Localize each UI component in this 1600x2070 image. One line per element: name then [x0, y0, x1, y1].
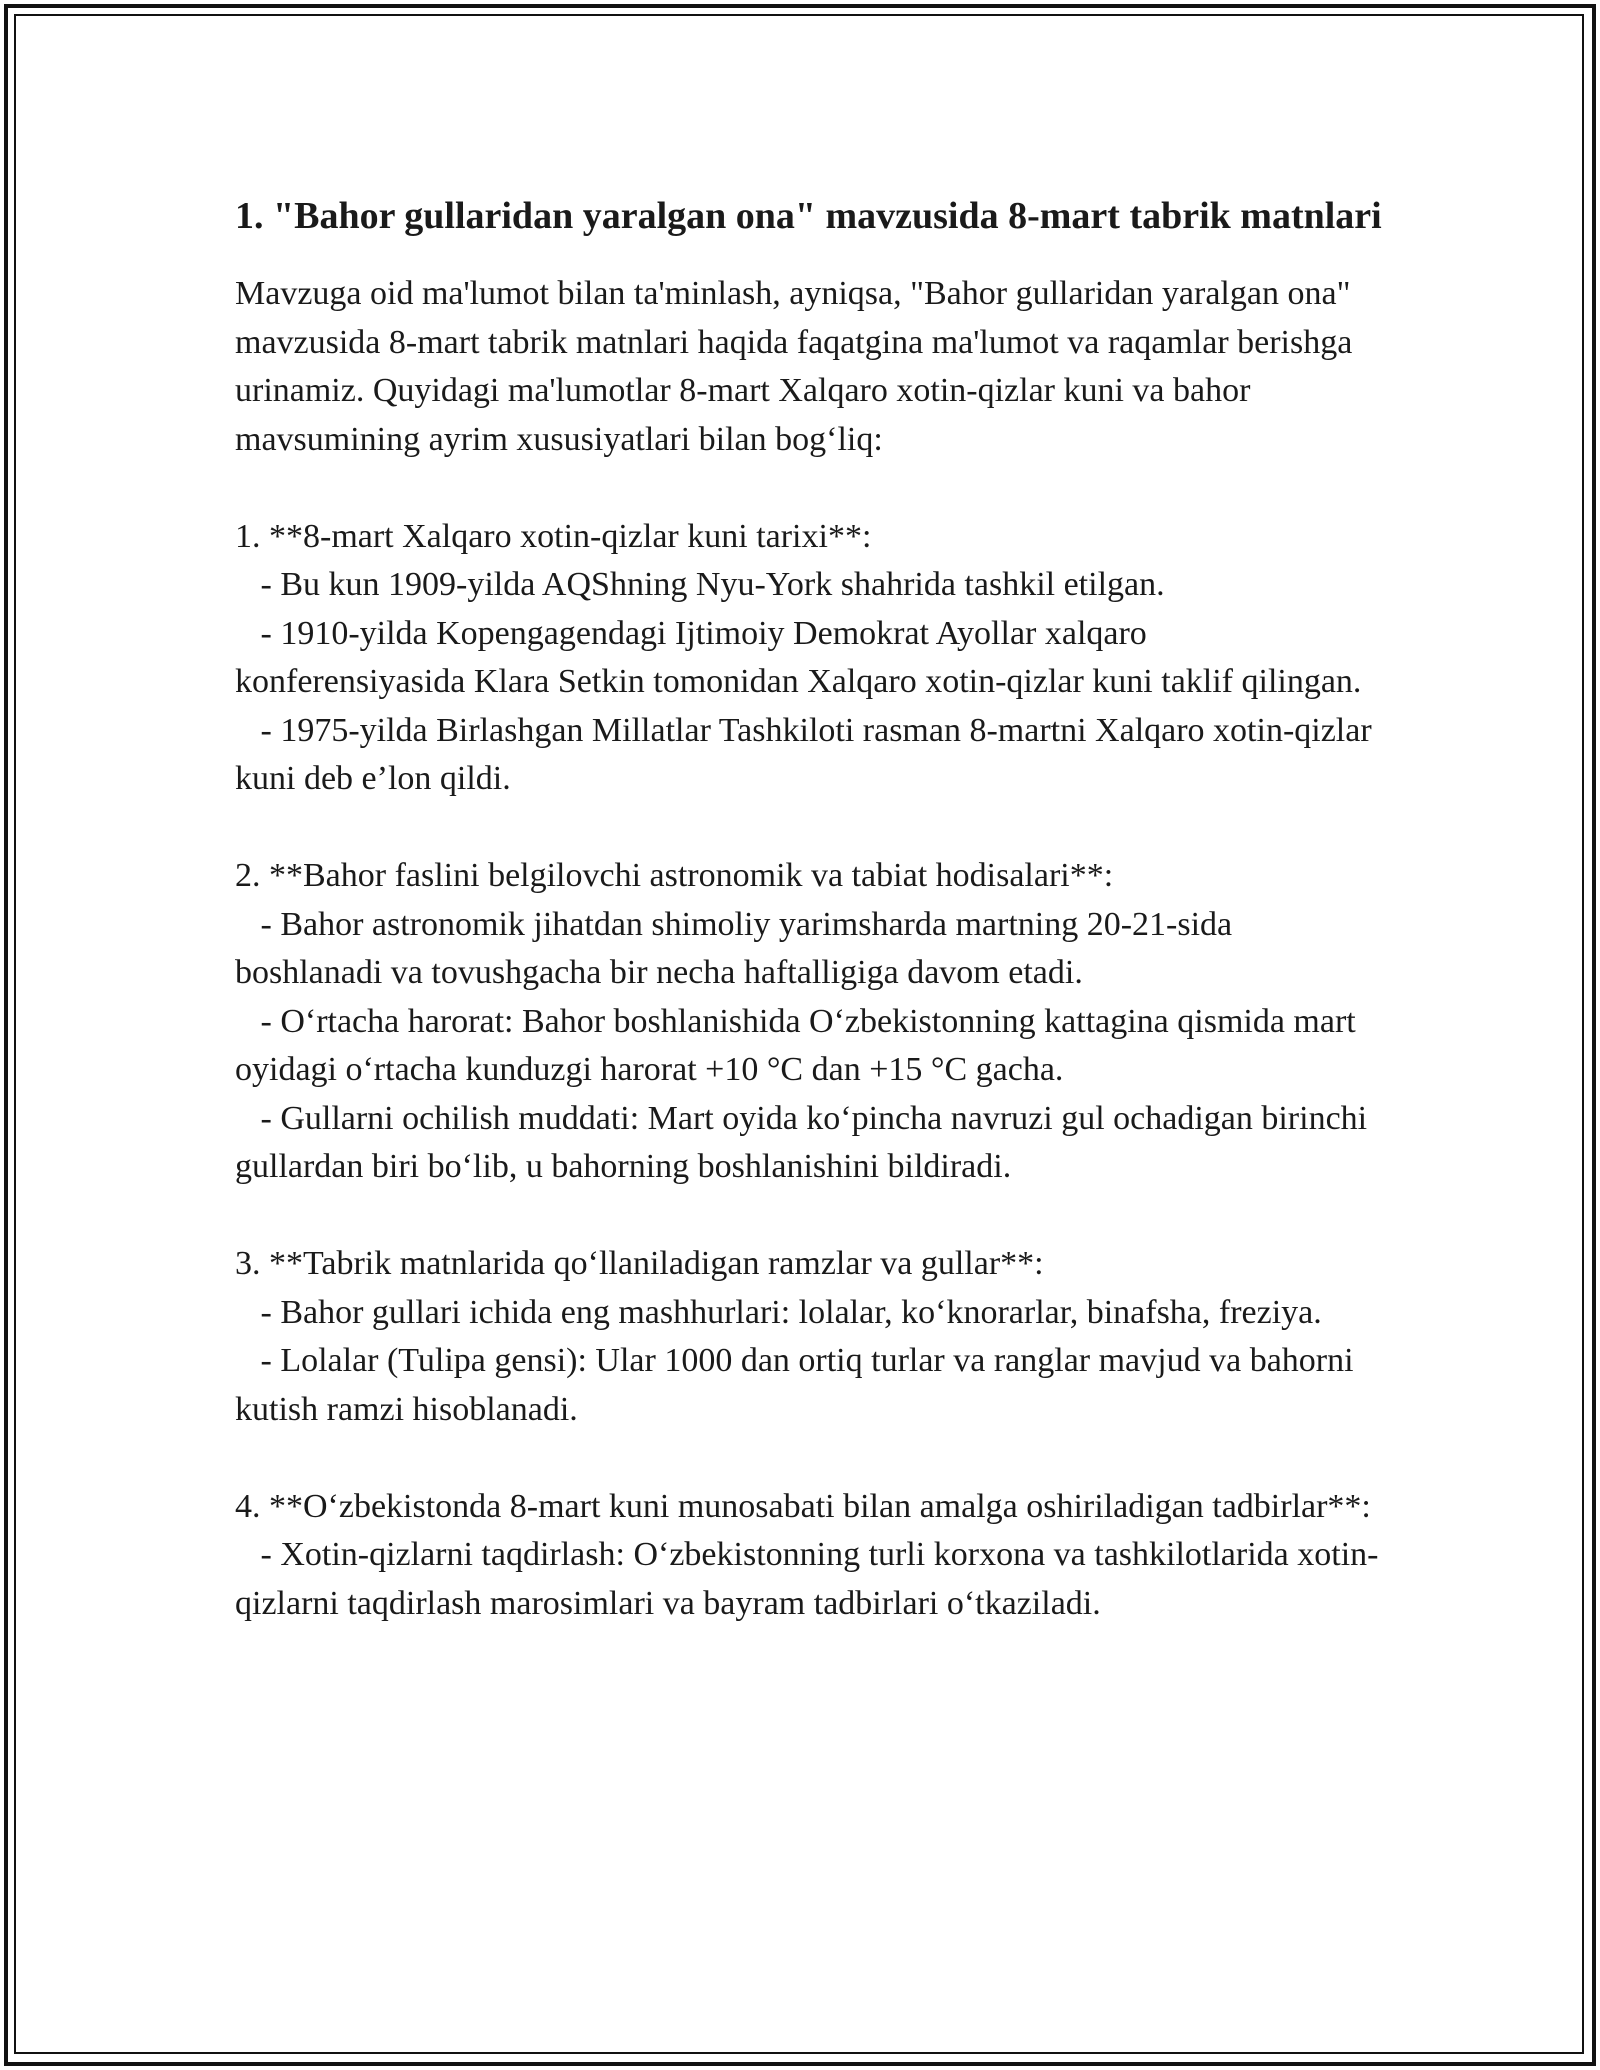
- list-item: - Lolalar (Tulipa gensi): Ular 1000 dan ortiq turlar va ranglar mavjud va bahorni kutish ramzi hisoblanadi.: [235, 1342, 1363, 1428]
- section-heading: 4. **O‘zbekistonda 8-mart kuni munosabati bilan amalga oshiriladigan tadbirlar**:: [235, 1487, 1371, 1525]
- list-item: - 1910-yilda Kopengagendagi Ijtimoiy Demokrat Ayollar xalqaro konferensiyasida Klara Setkin tomonidan Xalqaro xotin-qizlar kuni taklif qilingan.: [235, 614, 1362, 700]
- intro-paragraph: Mavzuga oid ma'lumot bilan ta'minlash, ayniqsa, "Bahor gullaridan yaralgan ona" mavzusida 8-mart tabrik matnlari haqida faqatgina ma'lumot va raqamlar berishga urinamiz. Quyidagi ma'lumotlar 8-mart Xalqaro xotin-qizlar kuni va bahor mavsumining ayrim xususiyatlari bilan bog‘liq:: [235, 275, 1368, 458]
- spacer: [235, 464, 1385, 513]
- list-item: - O‘rtacha harorat: Bahor boshlanishida O‘zbekistonning kattagina qismida mart oyidagi o‘rtacha kunduzgi harorat +10 °C dan +15 °C gacha.: [235, 1002, 1365, 1088]
- spacer: [235, 1434, 1385, 1483]
- section-2: [235, 852, 1385, 1192]
- document-title: 1. "Bahor gullaridan yaralgan ona" mavzusida 8-mart tabrik matnlari: [235, 195, 1382, 237]
- section-1: [235, 513, 1385, 804]
- list-item: - Bu kun 1909-yilda AQShning Nyu-York shahrida tashkil etilgan.: [235, 566, 1165, 603]
- spacer: [235, 1192, 1385, 1241]
- list-item: - 1975-yilda Birlashgan Millatlar Tashkiloti rasman 8-martni Xalqaro xotin-qizlar kuni deb e’lon qildi.: [235, 711, 1381, 797]
- section-4: [235, 1483, 1385, 1629]
- spacer: [235, 804, 1385, 853]
- section-heading: 3. **Tabrik matnlarida qo‘llaniladigan ramzlar va gullar**:: [235, 1245, 1044, 1282]
- document-body: [235, 188, 1385, 1628]
- list-item: - Bahor astronomik jihatdan shimoliy yarimsharda martning 20-21-sida boshlanadi va tovushgacha bir necha haftalligiga davom etadi.: [235, 905, 1241, 991]
- section-heading: 1. **8-mart Xalqaro xotin-qizlar kuni tarixi**:: [235, 517, 872, 555]
- section-heading: 2. **Bahor faslini belgilovchi astronomik va tabiat hodisalari**:: [235, 857, 1114, 894]
- list-item: - Bahor gullari ichida eng mashhurlari: lolalar, ko‘knorarlar, binafsha, freziya.: [235, 1293, 1322, 1331]
- list-item: - Gullarni ochilish muddati: Mart oyida ko‘pincha navruzi gul ochadigan birinchi gullardan biri bo‘lib, u bahorning boshlanishini bildiradi.: [235, 1099, 1376, 1185]
- list-item: - Xotin-qizlarni taqdirlash: O‘zbekistonning turli korxona va tashkilotlarida xotin-qizlarni taqdirlash marosimlari va bayram tadbirlari o‘tkaziladi.: [235, 1536, 1379, 1622]
- section-3: [235, 1240, 1385, 1434]
